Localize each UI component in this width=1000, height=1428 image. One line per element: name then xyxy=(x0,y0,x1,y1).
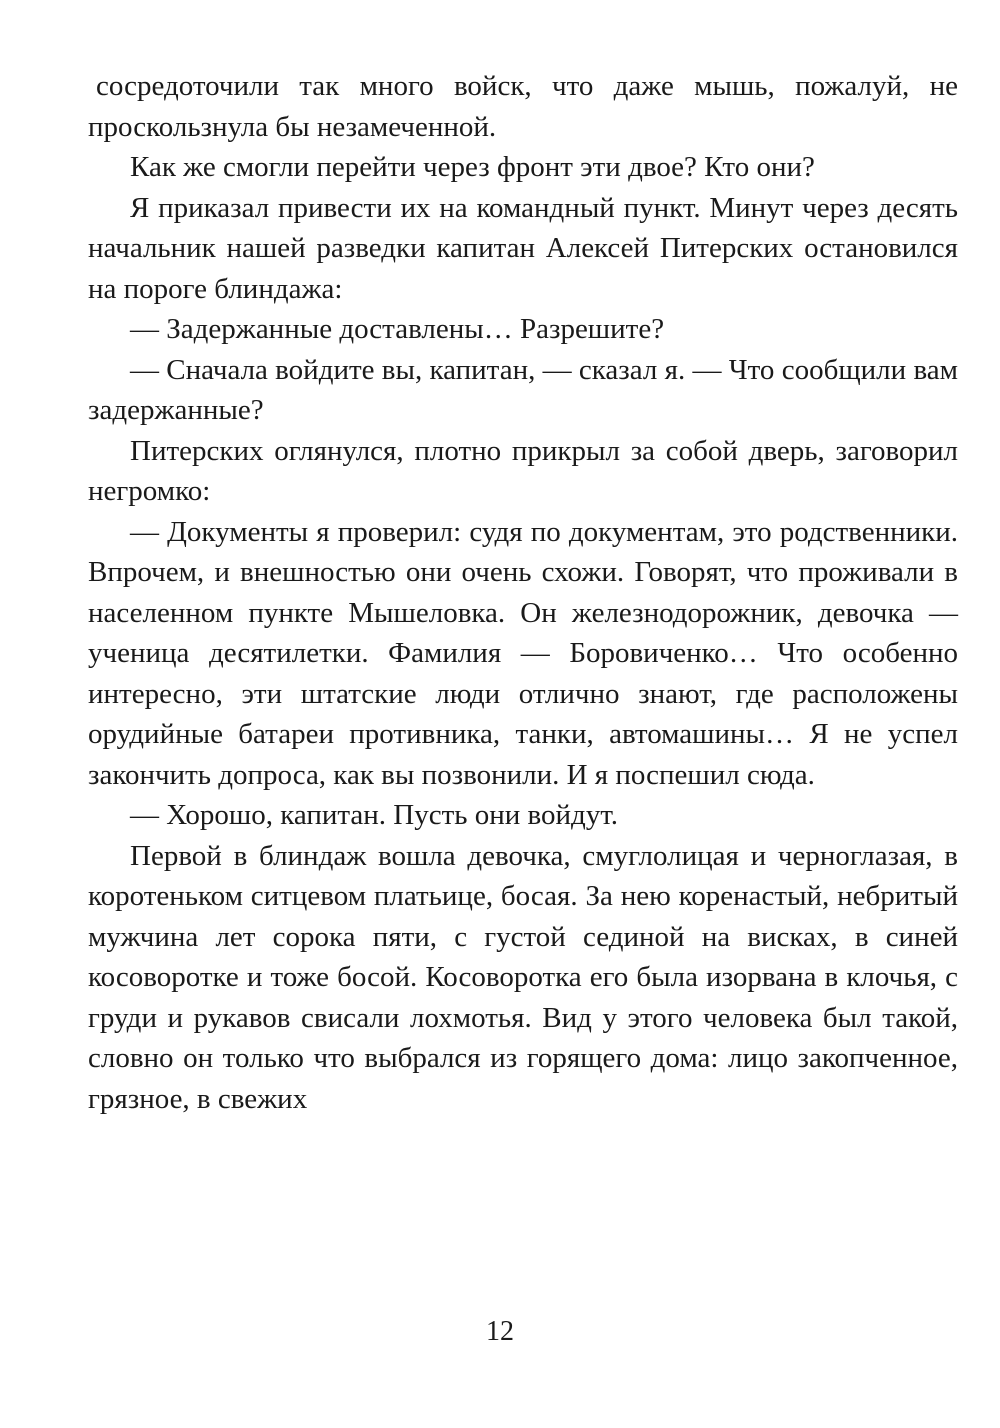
paragraph-3: Я приказал привести их на командный пункт. Минут через десять начальник нашей разведки капитан Алексей Питерских остановился на пороге блиндажа: xyxy=(88,191,958,305)
page-number: 12 xyxy=(486,1316,514,1347)
paragraph-5: — Сначала войдите вы, капитан, — сказал я. — Что сообщили вам задержанные? xyxy=(88,353,958,426)
paragraph-2: Как же смогли перейти через фронт эти двое? Кто они? xyxy=(130,151,815,183)
paragraph-7: — Документы я проверил: судя по документам, это родственники. Впрочем, и внешностью они очень схожи. Говорят, что проживали в населенном пункте Мышеловка. Он железнодорожник, девочка — ученица десятилетки. Фамилия — Боровиченко… Что особенно интересно, эти штатские люди отлично знают, где расположены орудийные батареи противника, танки, автомашины… Я не успел закончить допроса, как вы позвонили. И я поспешил сюда. xyxy=(88,515,958,791)
paragraph-6: Питерских оглянулся, плотно прикрыл за собой дверь, заговорил негромко: xyxy=(88,434,958,507)
paragraph-1: сосредоточили так много войск, что даже мышь, пожалуй, не проскользнула бы незамеченной. xyxy=(88,70,958,143)
paragraph-4: — Задержанные доставлены… Разрешите? xyxy=(130,313,665,345)
paragraph-9: Первой в блиндаж вошла девочка, смуглолицая и черноглазая, в коротеньком ситцевом платьице, босая. За нею коренастый, небритый мужчина лет сорока пяти, с густой сединой на висках, в синей косоворотке и тоже босой. Косоворотка его была изорвана в клочья, с груди и рукавов свисали лохмотья. Вид у этого человека был такой, словно он только что выбрался из горящего дома: лицо закопченное, грязное, в свежих xyxy=(88,839,958,1115)
page-body xyxy=(88,66,958,1119)
paragraph-8: — Хорошо, капитан. Пусть они войдут. xyxy=(130,799,619,831)
